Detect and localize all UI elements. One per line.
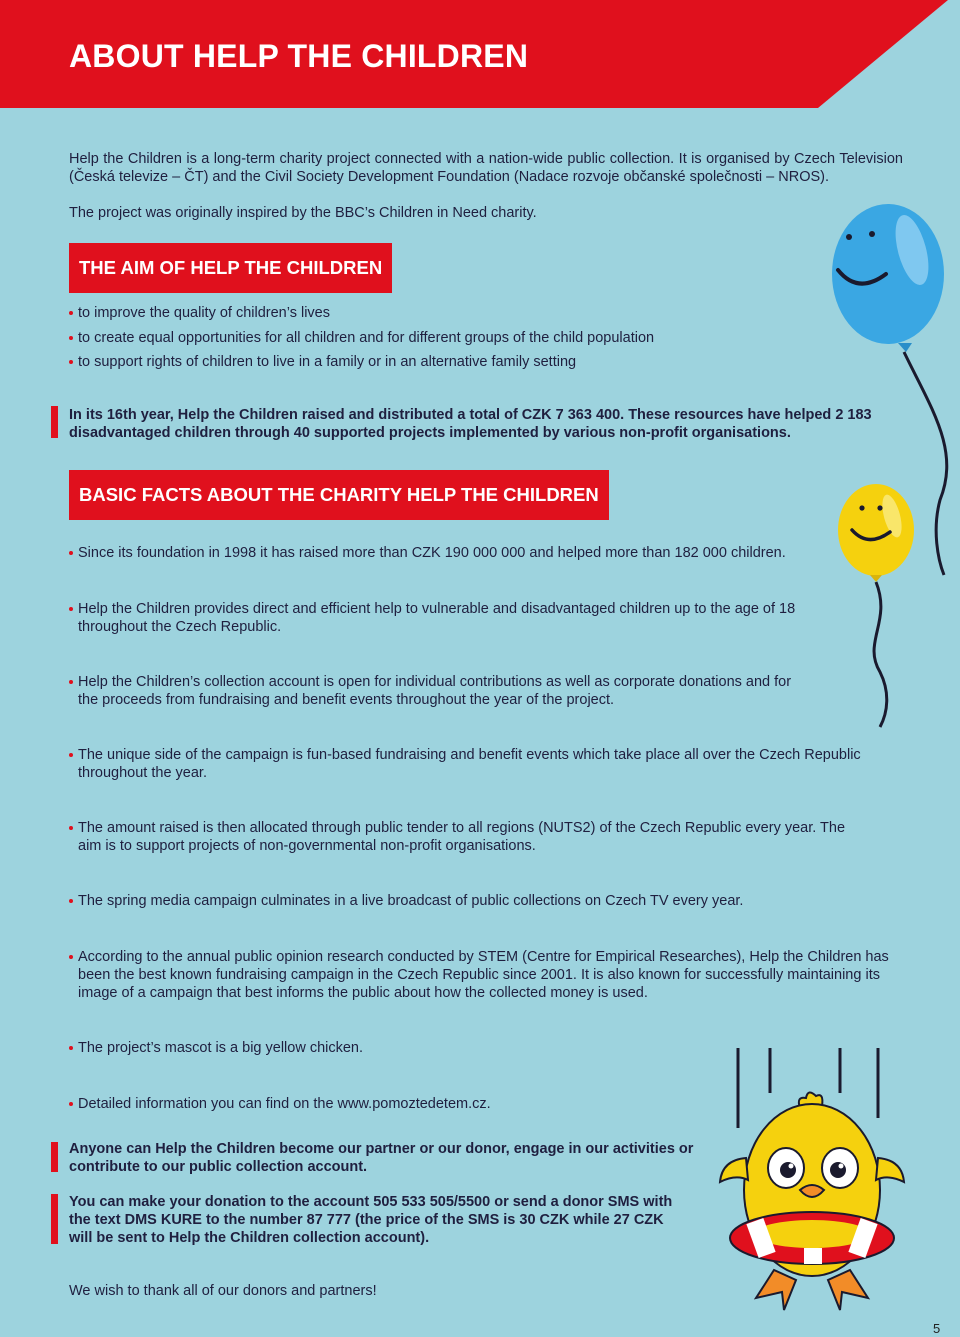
- fact-item: The project’s mascot is a big yellow chicken.: [69, 1039, 678, 1057]
- aim-heading: THE AIM OF HELP THE CHILDREN: [69, 243, 392, 293]
- fact-item: The amount raised is then allocated through public tender to all regions (NUTS2) of the Czech Republic every year. The aim is to support projects of non-governmental non-profit organisations.: [69, 819, 858, 855]
- fact-item: Since its foundation in 1998 it has raised more than CZK 190 000 000 and helped more than 182 000 children.: [69, 544, 838, 562]
- fact-item: Help the Children’s collection account is open for individual contributions as well as corporate donations and for the proceeds from fundraising and benefit events throughout the year of the project.: [69, 673, 798, 709]
- partner-callout: Anyone can Help the Children become our partner or our donor, engage in our activities or contribute to our public collection account.: [69, 1141, 694, 1175]
- donation-callout: You can make your donation to the account 505 533 505/5500 or send a donor SMS with the text DMS KURE to the number 87 777 (the price of the SMS is 30 CZK while 27 CZK will be sent to Help the Children collection account).: [69, 1194, 673, 1246]
- page-title: ABOUT HELP THE CHILDREN: [69, 38, 529, 74]
- aim-item: to create equal opportunities for all children and for different groups of the child population: [69, 329, 878, 347]
- partner-bar: [51, 1142, 58, 1172]
- thanks-line: We wish to thank all of our donors and partners!: [69, 1283, 377, 1299]
- donation-bar: [51, 1194, 58, 1244]
- chicken-mascot-icon: [712, 1048, 912, 1328]
- fact-item: According to the annual public opinion research conducted by STEM (Centre for Empirical Researches), Help the Children has been the best known fundraising campaign in the Czech Republic since 2001. It is also known for successfully maintaining its image of a campaign that best informs the public about how the collected money is used.: [69, 948, 900, 1002]
- aim-item: to support rights of children to live in a family or in an alternative family setting: [69, 353, 878, 371]
- fact-item: Help the Children provides direct and efficient help to vulnerable and disadvantaged children up to the age of 18 throughout the Czech Republic.: [69, 600, 808, 636]
- intro-inspiration: The project was originally inspired by the BBC’s Children in Need charity.: [69, 205, 537, 221]
- aim-item: to improve the quality of children’s lives: [69, 304, 878, 322]
- yellow-balloon-icon: [832, 482, 922, 732]
- fact-item: The spring media campaign culminates in a live broadcast of public collections on Czech TV every year.: [69, 892, 858, 910]
- facts-heading: BASIC FACTS ABOUT THE CHARITY HELP THE CHILDREN: [69, 470, 609, 520]
- highlight-bar: [51, 406, 58, 438]
- intro-paragraph: Help the Children is a long-term charity project connected with a nation-wide public collection. It is organised by Czech Television (Česká televize – ČT) and the Civil Society Development Foundation (Nadace rozvoje občanské společnosti – NROS).: [69, 151, 903, 185]
- fact-item: The unique side of the campaign is fun-based fundraising and benefit events which take place all over the Czech Republic throughout the year.: [69, 746, 900, 782]
- fact-item: Detailed information you can find on the www.pomoztedetem.cz.: [69, 1095, 678, 1113]
- results-highlight: In its 16th year, Help the Children raised and distributed a total of CZK 7 363 400. These resources have helped 2 183 disadvantaged children through 40 supported projects implemented by various non-profit organisations.: [69, 407, 872, 441]
- page-number: 5: [933, 1321, 941, 1336]
- header-banner: [0, 0, 960, 110]
